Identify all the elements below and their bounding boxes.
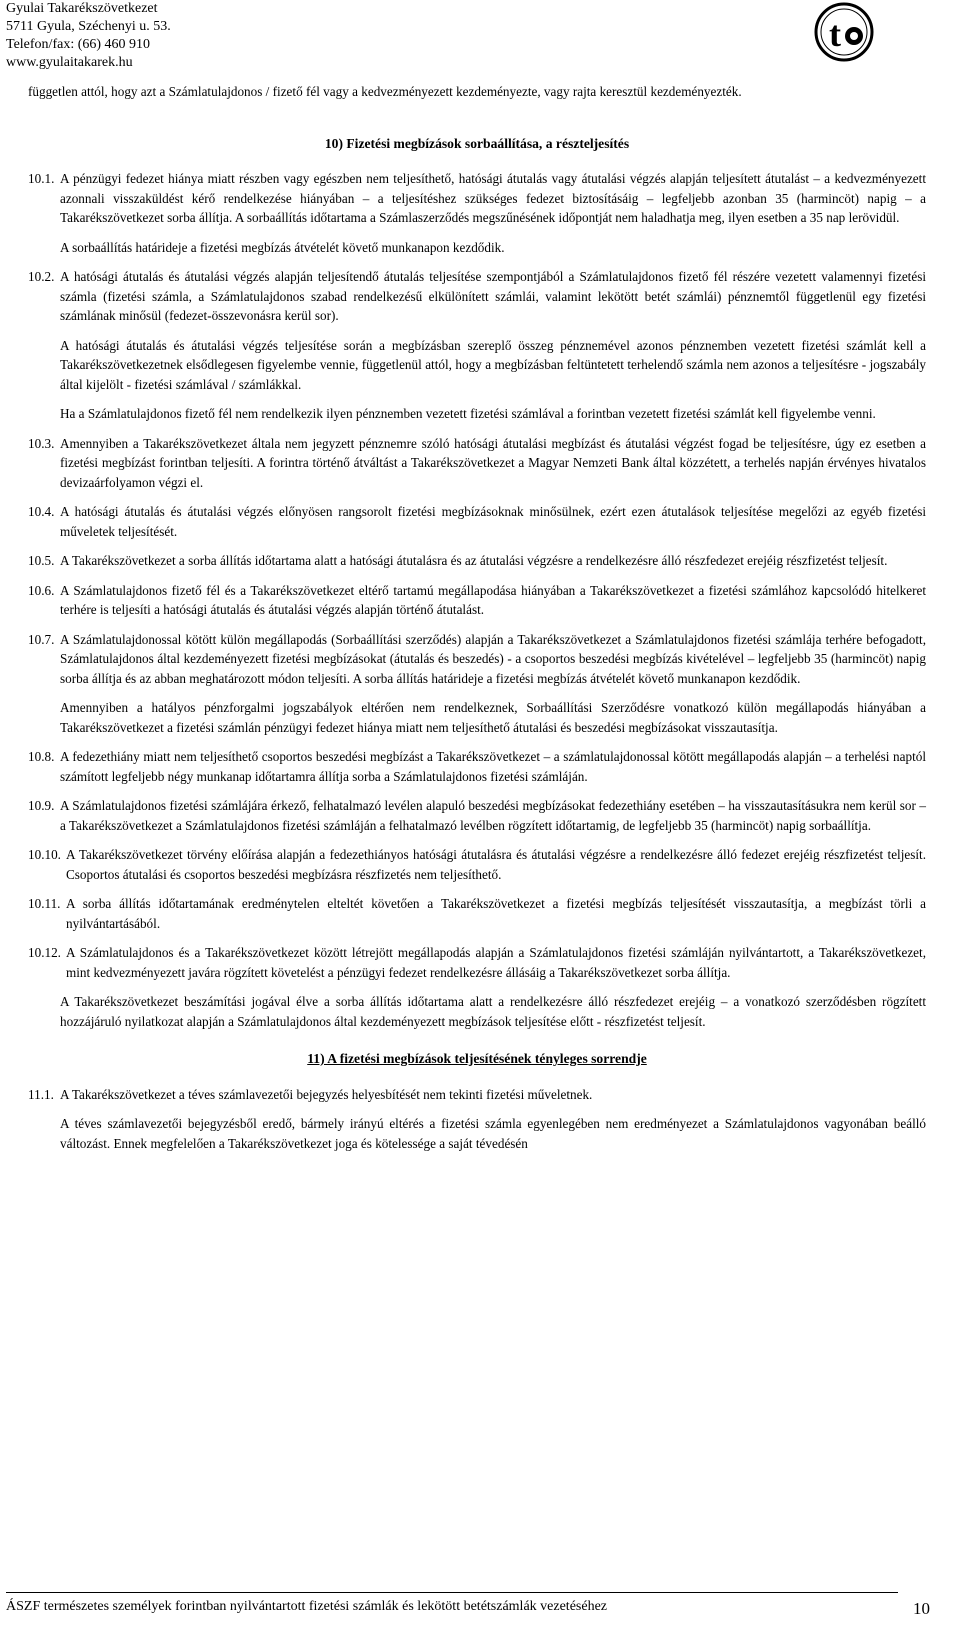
- item-paragraph: Ha a Számlatulajdonos fizető fél nem rendelkezik ilyen pénznemben vezetett fizetési számlával a forintban vezetett fizetési számlát kell figyelembe venni.: [60, 406, 876, 421]
- item-number: 10.10.: [28, 847, 61, 862]
- list-item: [28, 845, 926, 884]
- item-text: Amennyiben a Takarékszövetkezet általa nem jegyzett pénznemre szóló hatósági átutalási megbízást és átutalási végzést fogad be teljesítésre, úgy ez esetben a fizetési megbízást forintban teljesíti. A forintra történő átváltást a Takarékszövetkezet a Magyar Nemzeti Bank által közzétett, a terhelés napján érvényes hivatalos devizaárfolyamon végzi el.: [60, 435, 926, 490]
- item-text: A Számlatulajdonos fizető fél és a Takarékszövetkezet eltérő tartamú megállapodása hiányában a Takarékszövetkezet a fizetési számlához kapcsolódó hitelkeret terhére is teljesíti a hatósági átutalás és átutalási végzés alapján történő átutalást.: [60, 582, 926, 617]
- item-number: 10.8.: [28, 749, 55, 764]
- list-item: [28, 551, 926, 571]
- item-number: 10.11.: [28, 896, 61, 911]
- continuation-paragraph: független attól, hogy azt a Számlatulajdonos / fizető fél vagy a kedvezményezett kezdeményezte, vagy rajta keresztül kezdeményezték.: [28, 84, 742, 99]
- page-number: 10: [913, 1599, 930, 1618]
- list-item: [28, 747, 926, 786]
- logo-letter: t: [829, 14, 841, 54]
- list-item: [28, 169, 926, 228]
- item-number: 10.4.: [28, 504, 55, 519]
- letterhead-company-name: Gyulai Takarékszövetkezet: [6, 1, 158, 16]
- section-10-title: 10) Fizetési megbízások sorbaállítása, a részteljesítés: [324, 135, 630, 151]
- item-paragraph: Amennyiben a hatályos pénzforgalmi jogszabályok eltérően nem rendelkeznek, Sorbaállítási Szerződésre vonatkozó külön megállapodás hiányában a Takarékszövetkezet a fizetési számlán pénzügyi fedezet hiánya miatt nem teljesíthető átutalási és beszedési megbízásokat visszautasítja.: [60, 700, 926, 735]
- list-item: [28, 434, 926, 493]
- item-number: 10.6.: [28, 582, 55, 598]
- item-number: 10.1.: [28, 171, 55, 186]
- item-paragraph: A hatósági átutalás és átutalási végzés teljesítése során a megbízásban szereplő összeg pénznemével azonos pénznemben vezetett fizetési számlát kell a Takarékszövetkezetnek elsődlegesen figyelembe vennie, függetlenül attól, hogy a megbízásban feltüntetett terhelendő számla nem azonos a teljesítésre - jogszabály által kijelölt - fizetési számlával / számlákkal.: [60, 337, 926, 392]
- footer-text: ÁSZF természetes személyek forintban nyilvántartott fizetési számlák és lekötött betétszámlák vezetéséhez: [6, 1599, 607, 1614]
- item-text: A hatósági átutalás és átutalási végzés előnyösen rangsorolt fizetési megbízásoknak minősülnek, ezért ezen átutalások teljesítése megelőzi az egyéb fizetési műveletek teljesítését.: [60, 504, 926, 539]
- savings-cooperative-logo-icon: [814, 2, 874, 62]
- list-item: [28, 943, 926, 982]
- item-text: A Takarékszövetkezet a téves számlavezetői bejegyzés helyesbítését nem tekinti fizetési műveletnek.: [60, 1086, 593, 1102]
- letterhead: [6, 0, 206, 72]
- item-text: A pénzügyi fedezet hiánya miatt részben vagy egészben nem teljesíthető, hatósági átutalás vagy átutalási végzés alapján teljesített átutalást – a kedvezményezett azonnali visszaküldést kérő rendelkezése hiányában – a teljesítéshez szükséges fedezet biztosításáig – legfeljebb azonban 35 (harmincöt) napig – a Takarékszövetkezet sorba állítja. A sorbaállítás időtartama a Számlaszerződés megszűnésének időpontját nem haladhatja meg, ilyen esetben a 35 nap lerövidül.: [60, 171, 926, 225]
- item-text: A Számlatulajdonos és a Takarékszövetkezet között létrejött megállapodás alapján a Számlatulajdonos fizetési számláján nyilvántartott, a Takarékszövetkezet, mint kedvezményezett javára rögzített követelést a pénzügyi fedezet rendelkezésre állásáig a Takarékszövetkezet sorba állítja.: [66, 945, 926, 980]
- item-number: 10.3.: [28, 435, 55, 451]
- letterhead-website: www.gyulaitakarek.hu: [6, 55, 133, 70]
- list-item: [28, 630, 926, 689]
- item-text: A Számlatulajdonossal kötött külön megállapodás (Sorbaállítási szerződés) alapján a Takarékszövetkezet a Számlatulajdonos fizetési számlája terhére befogadott, Számlatulajdonos által kezdeményezett fizetési megbízásokat (átutalás és beszedés) - a csoportos beszedési megbízás kivételével – legfeljebb 35 (harmincöt) napig sorba állítja és az abban meghatározott módon teljesíti. A sorba állítás határideje a fizetési megbízás átvételét követő munkanapon kezdődik.: [60, 631, 926, 686]
- list-item: [28, 796, 926, 835]
- item-text: A Számlatulajdonos fizetési számlájára érkező, felhatalmazó levélen alapuló beszedési megbízásokat fedezethiány esetében – ha visszautasításukra nem kerül sor – a Takarékszövetkezet a Számlatulajdonos fizetési számláján a felhatalmazó levélben rögzített időtartamig, de legfeljebb 35 (harmincöt) napig sorbaállítja.: [60, 798, 926, 833]
- list-item: [28, 502, 926, 541]
- item-number: 10.12.: [28, 945, 61, 960]
- item-text: A sorba állítás időtartamának eredménytelen elteltét követően a Takarékszövetkezet a fizetési megbízás teljesítését visszautasítja, a megbízást törli a nyilvántartásából.: [66, 896, 926, 931]
- list-item: [28, 1085, 926, 1105]
- item-text: A Takarékszövetkezet törvény előírása alapján a fedezethiányos hatósági átutalásra és átutalási végzésre a rendelkezésre álló fedezet erejéig részfizetést teljesít. Csoportos átutalási és csoportos beszedési megbízásra részfizetés nem teljesíthető.: [66, 847, 926, 882]
- section-11-title: 11) A fizetési megbízások teljesítésének tényleges sorrendje: [307, 1051, 647, 1066]
- list-item: [28, 581, 926, 620]
- item-text: A Takarékszövetkezet a sorba állítás időtartama alatt a hatósági átutalásra és az átutalási végzésre a rendelkezésre álló részfedezet erejéig részfizetést teljesít.: [60, 553, 888, 568]
- item-number: 10.7.: [28, 631, 55, 647]
- page-footer: [6, 1598, 932, 1616]
- item-paragraph: A Takarékszövetkezet beszámítási jogával élve a sorba állítás időtartama alatt a rendelkezésre álló részfedezet erejéig – a vonatkozó szerződésben rögzített hozzájáruló nyilatkozat alapján a Számlatulajdonos által kezdeményezett megbízások teljesítése előtt - részfizetést teljesít.: [60, 994, 926, 1029]
- list-item: [28, 894, 926, 933]
- letterhead-address: 5711 Gyula, Széchenyi u. 53.: [6, 19, 171, 34]
- item-number: 11.1.: [28, 1086, 54, 1102]
- item-number: 10.5.: [28, 553, 55, 568]
- list-item: [28, 267, 926, 326]
- item-number: 10.9.: [28, 798, 55, 813]
- section-10-items: [28, 169, 926, 1031]
- footer-rule: [6, 1592, 898, 1593]
- item-number: 10.2.: [28, 269, 55, 284]
- letterhead-phone: Telefon/fax: (66) 460 910: [6, 37, 151, 52]
- item-paragraph: A sorbaállítás határideje a fizetési megbízás átvételét követő munkanapon kezdődik.: [60, 239, 505, 255]
- document-body: [28, 82, 926, 1153]
- item-text: A hatósági átutalás és átutalási végzés alapján teljesítendő átutalás teljesítése szempontjából a Számlatulajdonos fizető fél részére vezetett valamennyi fizetési számla (fizetési számla, a Számlatulajdonos szabad rendelkezésű elkülönített számlái, valamint lekötött betét számlái) pénznemtől függetlenül egy fizetési számlának minősül (fedezet-összevonásra kerül sor).: [60, 269, 926, 323]
- item-paragraph: A téves számlavezetői bejegyzésből eredő, bármely irányú eltérés a fizetési számla egyenlegében nem eredményezet a Számlatulajdonos vagyonában beálló változást. Ennek megfelelően a Takarékszövetkezet joga és kötelessége a saját tévedésén: [60, 1116, 926, 1151]
- item-text: A fedezethiány miatt nem teljesíthető csoportos beszedési megbízást a Takarékszövetkezet – a számlatulajdonossal kötött megállapodás alapján – a terhelési naptól számított legfeljebb négy munkanap időtartamra állítja sorba a Számlatulajdonos fizetési számláján.: [60, 749, 926, 784]
